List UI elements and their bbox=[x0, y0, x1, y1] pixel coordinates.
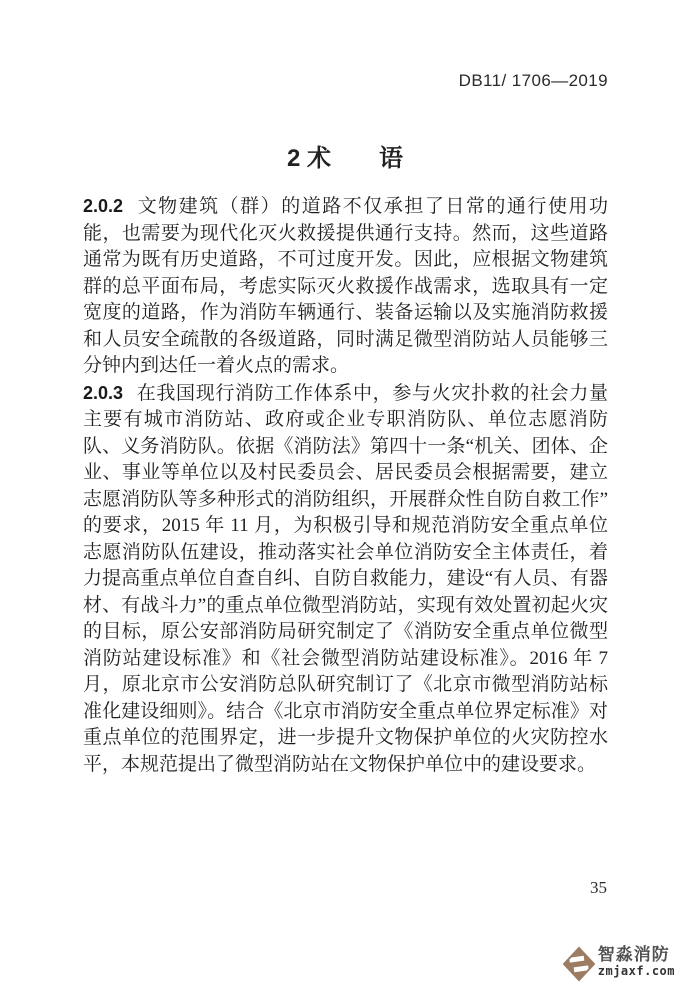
brand-domain: zmjaxf.com bbox=[597, 964, 675, 978]
clause-text: 在我国现行消防工作体系中，参与火灾扑救的社会力量主要有城市消防站、政府或企业专职消防队、单位志愿消防队、义务消防队。依据《消防法》第四十一条“机关、团体、企业、事业等单位以及村民委员会、居民委员会根据需要，建立志愿消防队等多种形式的消防组织，开展群众性自防自救工作”的要求，2015 年 11 月，为积极引导和规范消防安全重点单位志愿消防队伍建设，推动落实社会单位消防安全主体责任，着力提高重点单位自查自纠、自防自救能力，建设“有人员、有器材、有战斗力”的重点单位微型消防站，实现有效处置初起火灾的目标，原公安部消防局研究制定了《消防安全重点单位微型消防站建设标准》和《社会微型消防站建设标准》。2016 年 7 月，原北京市公安消防总队研究制订了《北京市微型消防站标准化建设细则》。结合《北京市消防安全重点单位界定标准》对重点单位的范围界定，进一步提升文物保护单位的火灾防控水平，本规范提出了微型消防站在文物保护单位中的建设要求。 bbox=[83, 382, 608, 775]
paragraph-2-0-3 bbox=[83, 380, 608, 779]
clause-number: 2.0.3 bbox=[83, 382, 124, 403]
brand-name: 智淼消防 bbox=[597, 945, 670, 964]
standard-code-header: DB11/ 1706—2019 bbox=[458, 71, 608, 90]
zhimiao-logo-icon bbox=[563, 946, 595, 982]
clause-text: 文物建筑（群）的道路不仅承担了日常的通行使用功能，也需要为现代化灭火救援提供通行支持。然而，这些道路通常为既有历史道路，不可过度开发。因此，应根据文物建筑群的总平面布局，考虑实际灭火救援作战需求，选取具有一定宽度的道路，作为消防车辆通行、装备运输以及实施消防救援和人员安全疏散的各级道路，同时满足微型消防站人员能够三分钟内到达任一着火点的需求。 bbox=[83, 196, 608, 376]
brand-text-block bbox=[598, 946, 675, 977]
brand-watermark bbox=[563, 946, 675, 982]
page-number: 35 bbox=[590, 878, 607, 897]
clause-number: 2.0.2 bbox=[83, 196, 124, 216]
paragraph-2-0-2 bbox=[83, 193, 608, 380]
body-text bbox=[83, 193, 608, 778]
page-title: 2 术 语 bbox=[286, 145, 403, 172]
